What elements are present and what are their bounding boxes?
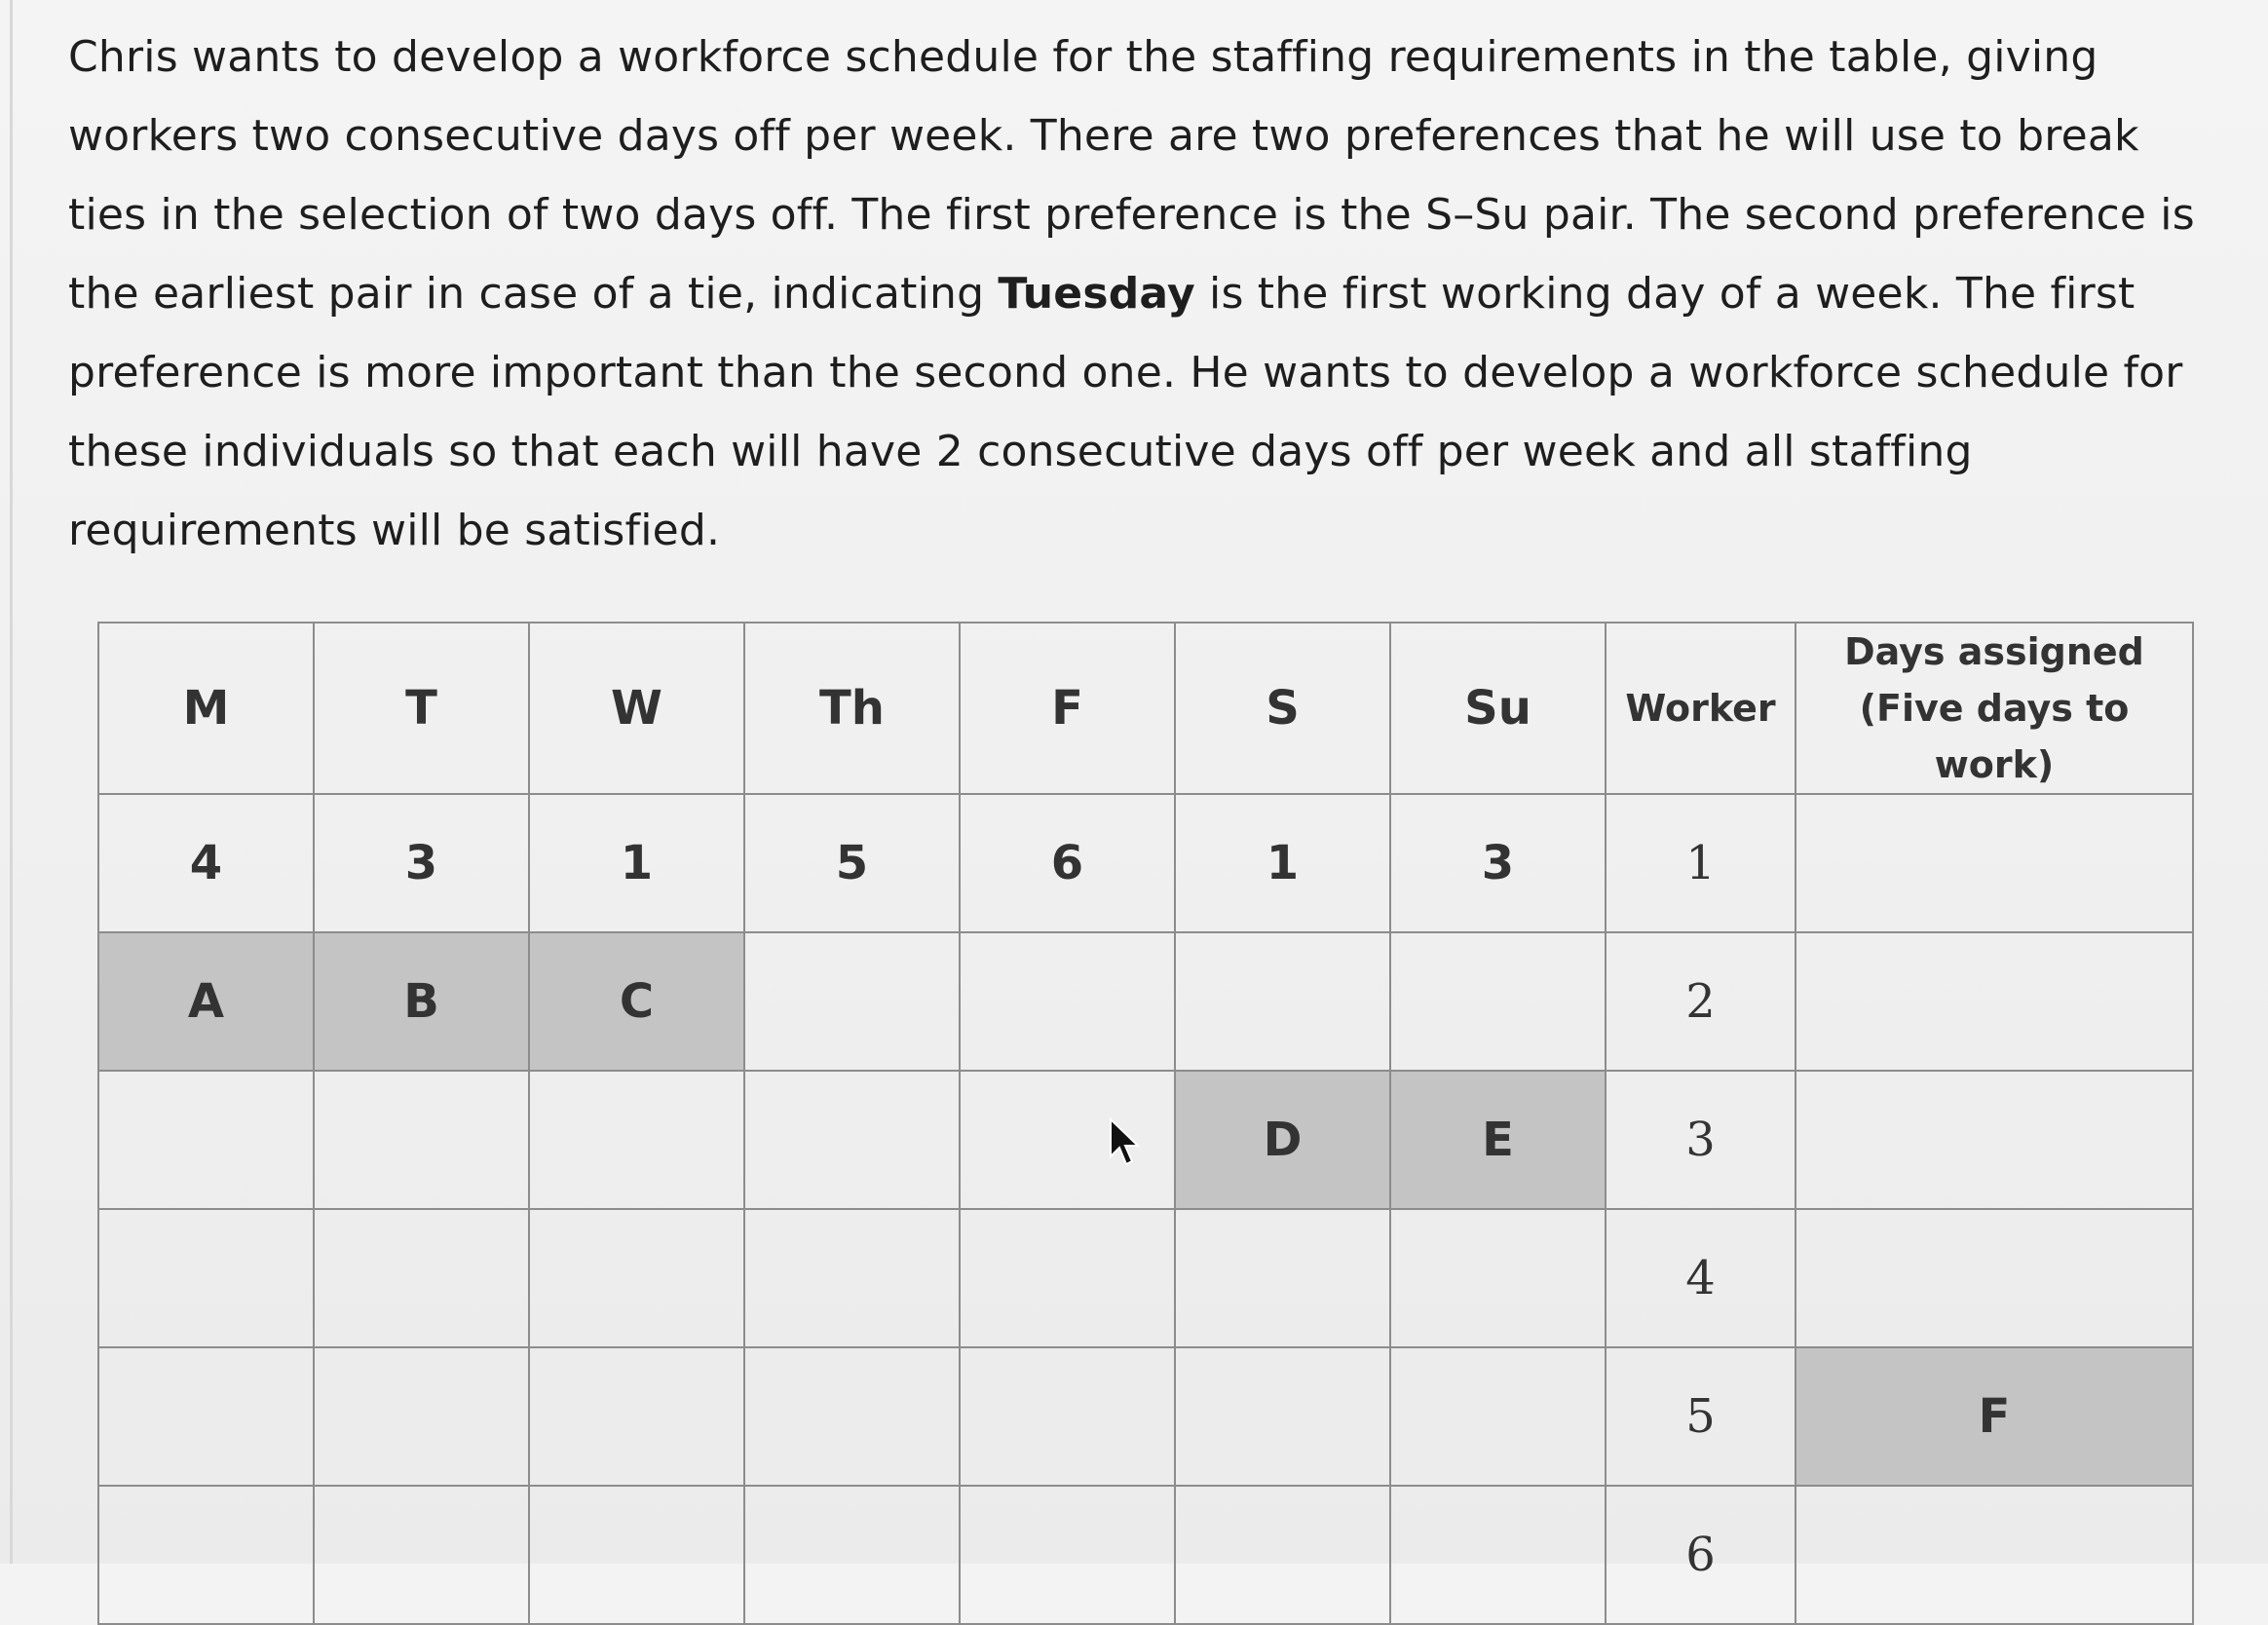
schedule-cell: [960, 932, 1175, 1071]
schedule-cell: [529, 1486, 744, 1624]
days-assigned-cell[interactable]: [1796, 794, 2193, 932]
worker-number: 1: [1606, 794, 1796, 932]
schedule-cell: [314, 1209, 529, 1347]
schedule-cell: [98, 1071, 314, 1209]
answer-blank-c[interactable]: C: [529, 932, 744, 1071]
schedule-cell: [960, 1347, 1175, 1486]
days-assigned-cell[interactable]: [1796, 1486, 2193, 1624]
schedule-cell: [1390, 932, 1606, 1071]
problem-text-part-2: is the first working day of a week. The first preference is more important than the second one. He wants to develop a workforce schedule for these individuals so that each will have 2 consecutive days off per week and all staffing requirements will be satisfied.: [68, 269, 2183, 555]
answer-blank-d[interactable]: D: [1175, 1071, 1390, 1209]
schedule-table: [97, 622, 2194, 1625]
schedule-cell: [960, 1486, 1175, 1624]
schedule-row: [98, 1209, 2193, 1347]
schedule-cell-with-cursor: [960, 1071, 1175, 1209]
header-day-t: T: [314, 623, 529, 794]
schedule-cell: [1390, 1347, 1606, 1486]
schedule-cell: [314, 1071, 529, 1209]
requirement-cell: 6: [960, 794, 1175, 932]
header-day-w: W: [529, 623, 744, 794]
schedule-cell: [529, 1209, 744, 1347]
header-days-assigned: [1796, 623, 2193, 794]
requirement-cell: 1: [529, 794, 744, 932]
header-days-assigned-line1: Days assigned: [1844, 630, 2144, 673]
schedule-cell: [1175, 1486, 1390, 1624]
worker-number: 6: [1606, 1486, 1796, 1624]
schedule-cell: [1175, 1209, 1390, 1347]
schedule-cell: [529, 1071, 744, 1209]
answer-blank-f[interactable]: F: [1796, 1347, 2193, 1486]
schedule-row: [98, 932, 2193, 1071]
worker-number: 5: [1606, 1347, 1796, 1486]
schedule-cell: [1175, 1347, 1390, 1486]
header-day-m: M: [98, 623, 314, 794]
schedule-cell: [744, 1486, 960, 1624]
days-assigned-cell[interactable]: [1796, 1071, 2193, 1209]
problem-text-part-1: Chris wants to develop a workforce schedule for the staffing requirements in the table, giving workers two consecutive days off per week. There are two preferences that he will use to break ties in the selection of two days off. The first preference is the S–Su pair. The second preference is the earliest pair in case of a tie, indicating: [68, 32, 2195, 319]
schedule-cell: [744, 932, 960, 1071]
schedule-cell: [1390, 1209, 1606, 1347]
header-day-f: F: [960, 623, 1175, 794]
schedule-cell: [98, 1209, 314, 1347]
schedule-cell: [1175, 932, 1390, 1071]
schedule-cell: [1390, 1486, 1606, 1624]
schedule-row: [98, 1347, 2193, 1486]
requirement-cell: 5: [744, 794, 960, 932]
problem-text-bold: Tuesday: [998, 269, 1195, 319]
requirement-cell: 4: [98, 794, 314, 932]
requirement-cell: 3: [1390, 794, 1606, 932]
mouse-pointer-icon: [1107, 1117, 1146, 1168]
schedule-cell: [314, 1347, 529, 1486]
problem-statement: [68, 18, 2211, 570]
schedule-cell: [744, 1071, 960, 1209]
worker-number: 4: [1606, 1209, 1796, 1347]
answer-blank-e[interactable]: E: [1390, 1071, 1606, 1209]
requirements-row: [98, 794, 2193, 932]
worker-number: 3: [1606, 1071, 1796, 1209]
requirement-cell: 1: [1175, 794, 1390, 932]
days-assigned-cell[interactable]: [1796, 1209, 2193, 1347]
header-days-assigned-line2: (Five days to work): [1859, 687, 2130, 786]
schedule-cell: [744, 1209, 960, 1347]
header-worker: Worker: [1606, 623, 1796, 794]
schedule-cell: [98, 1347, 314, 1486]
schedule-cell: [529, 1347, 744, 1486]
worker-number: 2: [1606, 932, 1796, 1071]
days-assigned-cell[interactable]: [1796, 932, 2193, 1071]
header-row: [98, 623, 2193, 794]
answer-blank-a[interactable]: A: [98, 932, 314, 1071]
schedule-cell: [960, 1209, 1175, 1347]
schedule-cell: [744, 1347, 960, 1486]
answer-blank-b[interactable]: B: [314, 932, 529, 1071]
header-day-su: Su: [1390, 623, 1606, 794]
schedule-row: [98, 1486, 2193, 1624]
header-day-th: Th: [744, 623, 960, 794]
page-left-border: [10, 0, 13, 1564]
requirement-cell: 3: [314, 794, 529, 932]
schedule-cell: [98, 1486, 314, 1624]
header-day-s: S: [1175, 623, 1390, 794]
schedule-row: [98, 1071, 2193, 1209]
schedule-cell: [314, 1486, 529, 1624]
